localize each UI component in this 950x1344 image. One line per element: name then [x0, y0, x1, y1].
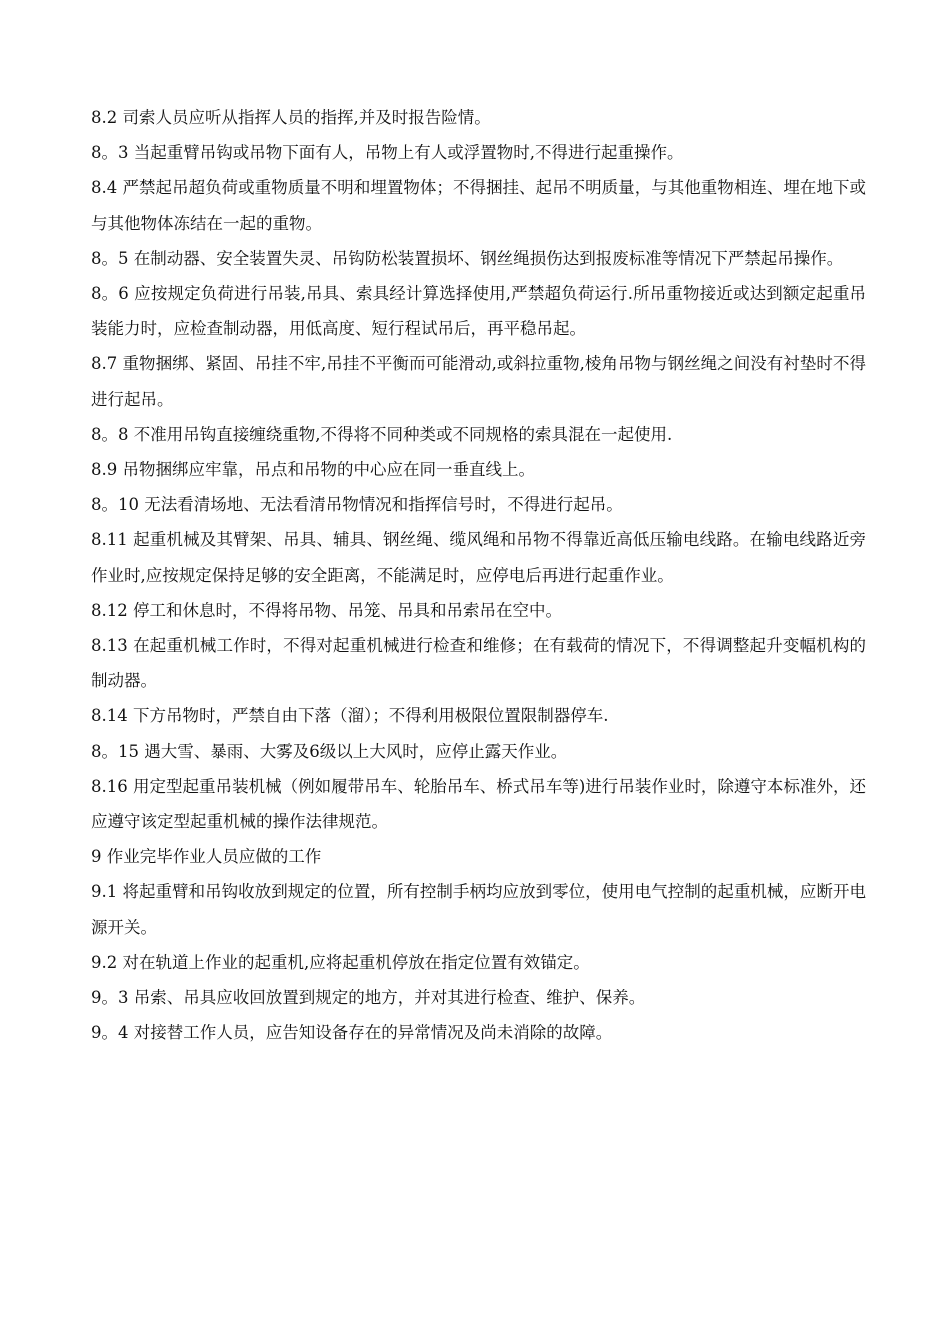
paragraph-8-11: 8.11 起重机械及其臂架、吊具、辅具、钢丝绳、缆风绳和吊物不得靠近高低压输电线路。在输电线路近旁作业时,应按规定保持足够的安全距离，不能满足时，应停电后再进行起重作业。 — [91, 530, 866, 585]
paragraph-8-16: 8.16 用定型起重吊装机械（例如履带吊车、轮胎吊车、桥式吊车等)进行吊装作业时，除遵守本标准外，还应遵守该定型起重机械的操作法律规范。 — [91, 776, 866, 832]
paragraph-8-13: 8.13 在起重机械工作时，不得对起重机械进行检查和维修；在有载荷的情况下，不得调整起升变幅机构的制动器。 — [91, 636, 866, 691]
paragraph-9-3: 9。3 吊索、吊具应收回放置到规定的地方，并对其进行检查、维护、保养。 — [91, 988, 646, 1008]
paragraph-8-3: 8。3 当起重臂吊钩或吊物下面有人，吊物上有人或浮置物时,不得进行起重操作。 — [91, 143, 684, 163]
section-heading-9: 9 作业完毕作业人员应做的工作 — [91, 847, 322, 867]
paragraph-8-5: 8。5 在制动器、安全装置失灵、吊钩防松装置损坏、钢丝绳损伤达到报废标准等情况下严禁起吊操作。 — [91, 248, 844, 268]
paragraph-8-2: 8.2 司索人员应听从指挥人员的指挥,并及时报告险情。 — [91, 108, 491, 127]
document-body — [91, 100, 866, 1050]
paragraph-8-14: 8.14 下方吊物时，严禁自由下落（溜）；不得利用极限位置限制器停车. — [91, 706, 609, 726]
paragraph-8-12: 8.12 停工和休息时，不得将吊物、吊笼、吊具和吊索吊在空中。 — [91, 600, 562, 620]
paragraph-8-15: 8。15 遇大雪、暴雨、大雾及6级以上大风时，应停止露天作业。 — [91, 741, 568, 761]
paragraph-8-8: 8。8 不准用吊钩直接缠绕重物,不得将不同种类或不同规格的索具混在一起使用. — [91, 424, 673, 444]
paragraph-8-7: 8.7 重物捆绑、紧固、吊挂不牢,吊挂不平衡而可能滑动,或斜拉重物,棱角吊物与钢丝绳之间没有衬垫时不得进行起吊。 — [91, 354, 866, 409]
paragraph-8-6: 8。6 应按规定负荷进行吊装,吊具、索具经计算选择使用,严禁超负荷运行.所吊重物接近或达到额定起重吊装能力时，应检查制动器，用低高度、短行程试吊后，再平稳吊起。 — [91, 284, 866, 339]
paragraph-8-10: 8。10 无法看清场地、无法看清吊物情况和指挥信号时，不得进行起吊。 — [91, 495, 623, 515]
paragraph-9-2: 9.2 对在轨道上作业的起重机,应将起重机停放在指定位置有效锚定。 — [91, 952, 590, 972]
paragraph-9-1: 9.1 将起重臂和吊钩收放到规定的位置，所有控制手柄均应放到零位，使用电气控制的起重机械，应断开电源开关。 — [91, 882, 866, 937]
paragraph-9-4: 9。4 对接替工作人员，应告知设备存在的异常情况及尚未消除的故障。 — [91, 1023, 613, 1043]
paragraph-8-4: 8.4 严禁起吊超负荷或重物质量不明和埋置物体；不得捆挂、起吊不明质量，与其他重物相连、埋在地下或与其他物体冻结在一起的重物。 — [91, 178, 866, 233]
paragraph-8-9: 8.9 吊物捆绑应牢靠，吊点和吊物的中心应在同一垂直线上。 — [91, 460, 535, 480]
